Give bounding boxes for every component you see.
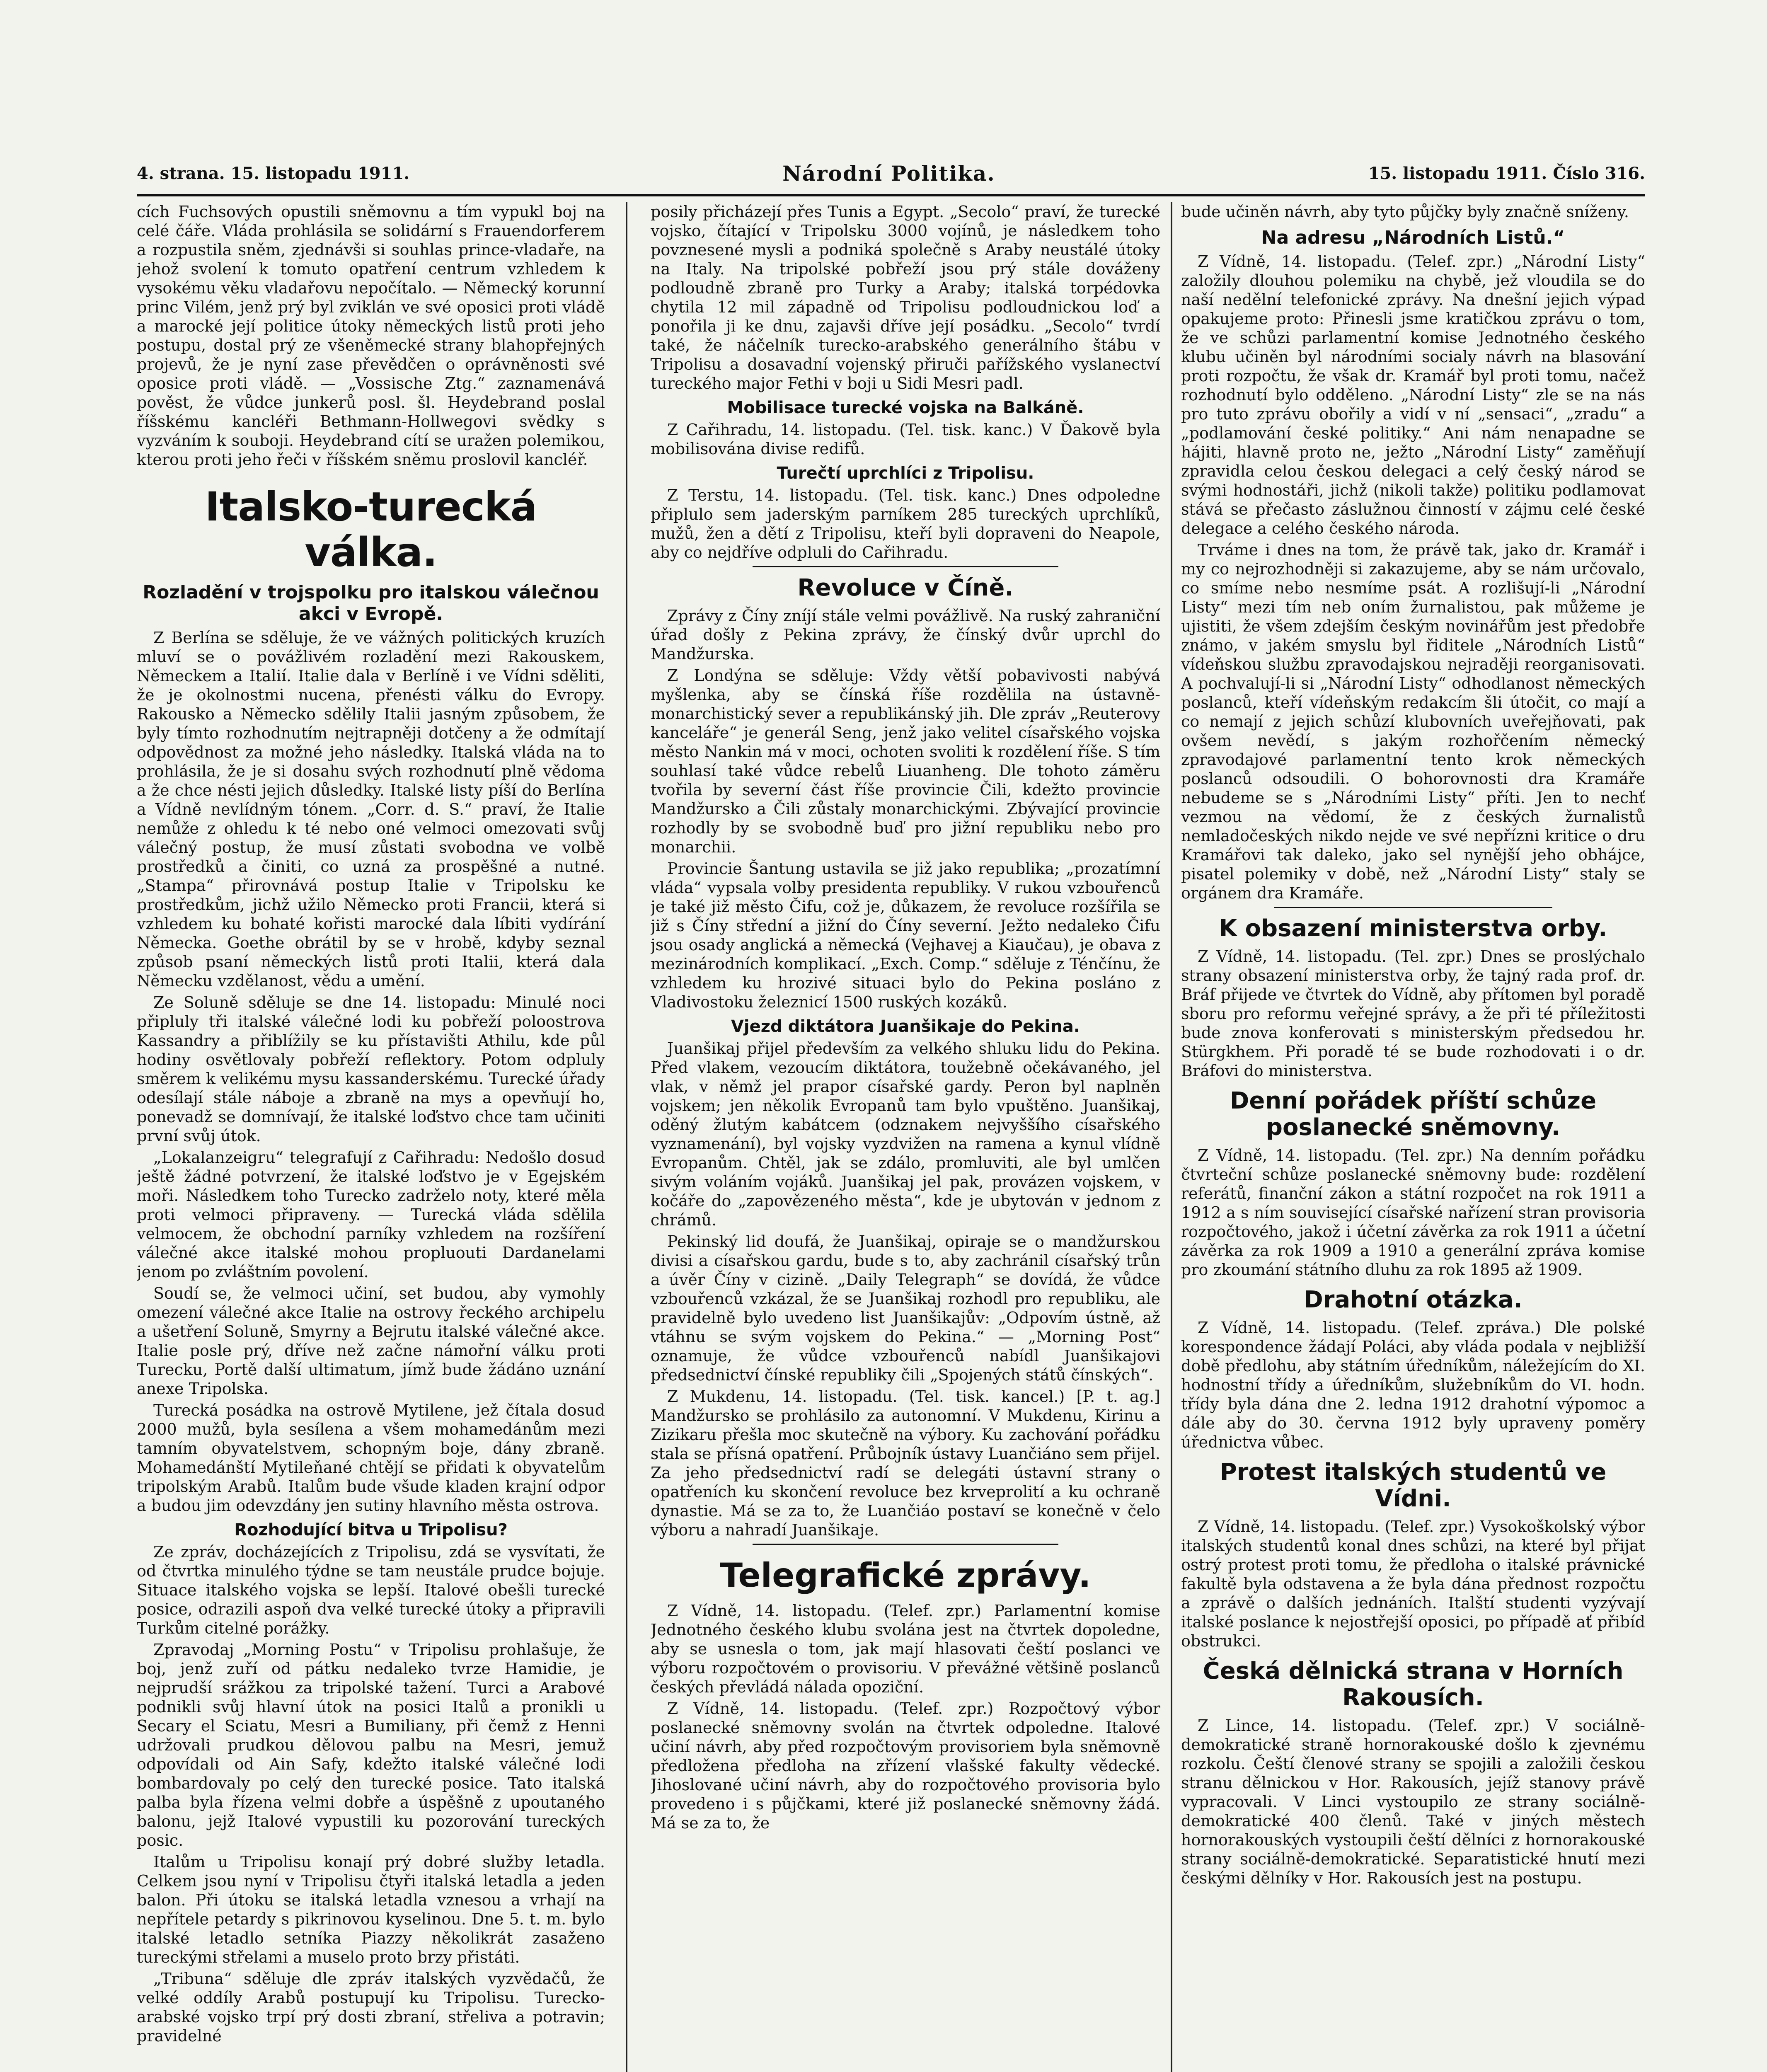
article-text: Z Londýna se sděluje: Vždy větší pobavivosti nabývá myšlenka, aby se čínská říše rozdělila na ústavně-monarchistický sever a republikánský jih. Dle zpráv „Reuterovy kanceláře“ je generál Seng, jenž jako velitel císařského vojska město Nankin má v moci, ochoten svoliti k rozdělení říše. S tím souhlasí také vůdce rebelů Liuanheng. Dle tohoto záměru tvořila by severní část říše provincie Čili, kdežto provincie Mandžursko a Čili zůstaly monarchickými. Zbývající provincie rozhodly by se svobodně buď pro jižní republiku nebo pro monarchii. xyxy=(651,666,1160,856)
header-right: 15. listopadu 1911. Číslo 316. xyxy=(1368,163,1645,183)
article-text: Ze zpráv, docházejících z Tripolisu, zdá se vysvítati, že od čtvrtka minulého týdne se tam neustále prudce bojuje. Situace italského vojska se lepší. Italové obešli turecké posice, odrazili aspoň dva velké turecké útoky a připravili Turkům citelné porážky. xyxy=(137,1543,605,1637)
article-text: Z Cařihradu, 14. listopadu. (Tel. tisk. kanc.) V Ďakově byla mobilisována divise redifů. xyxy=(651,421,1160,458)
article-text: Italům u Tripolisu konají prý dobré služby letadla. Celkem jsou nyní v Tripolisu čtyři italská letadla a jeden balon. Při útoku se italská letadla vznesou a vrhají na nepřítele petardy s pikrinovou kyselinou. Dne 5. t. m. bylo italské letadlo setníka Piazzy několikrát zasaženo tureckými střelami a muselo proto brzy přistáti. xyxy=(137,1853,605,1966)
headline-workers-party: Česká dělnická strana v Horních Rakousích. xyxy=(1203,1658,1624,1711)
article-text: posily přicházejí přes Tunis a Egypt. „Secolo“ praví, že turecké vojsko, čítající v Tripolsku 3000 vojínů, je následkem toho povznesené mysli a podniká společně s Araby neustálé útoky na Italy. Na tripolské pobřeží jsou prý stále dováženy podloudně zbraně pro Turky a Araby; italská torpédovka chytila 12 mil západně od Tripolisu podloudnickou loď a ponořila ji ke dnu, zajavši dříve její posádku. „Secolo“ tvrdí také, že náčelník turecko-arabského generálního štábu v Tripolisu a dosavadní vojenský přiruči pařížského vyslanectví tureckého major Fethi v boji u Sidi Mesri padl. xyxy=(651,203,1160,392)
article-text: Z Berlína se sděluje, že ve vážných politických kruzích mluví se o povážlivém rozladění mezi Rakouskem, Německem a Italií. Italie dala v Berlíně i ve Vídni sděliti, že je okolnostmi nucena, přenésti válku do Evropy. Rakousko a Německo sdělily Italii jasným způsobem, že byly tímto rozhodnutím nejtrapněji dotčeny a že odmítají odpovědnost za možné jeho následky. Italská vláda na to prohlásila, že je si dosahu svých rozhodnutí plně vědoma a že chce nésti jejich důsledky. Italské listy píší do Berlína a Vídně nevlídným tónem. „Corr. d. S.“ praví, že Italie nemůže z ohledu k té nebo oné velmoci omezovati svůj válečný postup, že musí zůstati svobodna ve volbě prostředků a činiti, co uzná za prospěšné a nutné. „Stampa“ přirovnává postup Italie v Tripolsku ke prostředkům, jichž užilo Německo proti Francii, která si vzhledem ku bohaté kořisti marocké dala líbiti vydírání Německa. Goethe obrátil by se v hrobě, kdyby seznal způsob psaní německých listů proti Italii, která dala Německu vzdělanost, vědu a umění. xyxy=(137,629,605,990)
article-text: cích Fuchsových opustili sněmovnu a tím vypukl boj na celé čáře. Vláda prohlásila se solidární s Frauendorferem a rozpustila sněm, zjednávši si souhlas prince-vladaře, na jehož svolení k tomuto opatření centrum vzhledem k vysokému věku vladařovu nepočítalo. — Německý korunní princ Vilém, jenž prý byl zviklán ve své oposici proti vládě a marocké její politice útoky německých listů proti jeho postupu, dostal prý ze všeněmecké strany blahopřejných projevů, že je nyní zase převědčen o oprávněnosti své oposice proti vládě. — „Vossische Ztg.“ zaznamenává pověst, že vůdce junkerů posl. šl. Heydebrand poslal říšskému kancléři Bethmann-Hollwegovi svědky s vyzváním k souboji. Heydebrand cítí se uražen polemikou, kterou proti jeho řeči v říšském sněmu proslovil kancléř. xyxy=(137,203,605,469)
subheadline: Rozladění v trojspolku pro italskou válečnou akci v Evropě. xyxy=(143,582,599,625)
article-text: Z Terstu, 14. listopadu. (Tel. tisk. kanc.) Dnes odpoledne připlulo sem jaderským parníkem 285 tureckých uprchlíků, mužů, žen a dětí z Tripolisu, kteří byli dopraveni do Neapole, aby co nejdříve odpluli do Cařihradu. xyxy=(651,486,1160,562)
article-text: Z Vídně, 14. listopadu. (Tel. zpr.) Dnes se proslýchalo strany obsazení ministerstva orby, že tajný rada prof. dr. Bráf přijede ve čtvrtek do Vídně, aby přítomen byl poradě sboru pro reformu veřejné správy, a že při té příležitosti bude znova konferovati s ministerským předsedou hr. Stürgkhem. Při poradě té se bude rozhodovati i o dr. Bráfovi do ministerstva. xyxy=(1181,947,1645,1080)
article-text: Z Vídně, 14. listopadu. (Telef. zpr.) Rozpočtový výbor poslanecké sněmovny svolán na čtvrtek odpoledne. Italové učiní návrh, aby před rozpočtovým provisoriem byla sněmovně předložena předloha na zřízení vlašské fakulty vědecké. Jihoslované učiní návrh, aby do rozpočtového provisoria bylo provedeno i s půjčkami, které již poslanecké sněmovny žádá. Má se za to, že xyxy=(651,1699,1160,1832)
article-text: Z Vídně, 14. listopadu. (Telef. zpr.) „Národní Listy“ založily dlouhou polemiku na chybě, jež vloudila se do naší nedělní telefonické zprávy. Na dnešní jejich výpad opakujeme proto: Přinesli jsme kratičkou zprávu o tom, že ve schůzi parlamentní komise Jednotného českého klubu učiněn byl národními socialy návrh na blasování proti rozpočtu, že však dr. Kramář byl proti tomu, načež rozhodnutí bylo odděleno. „Národní Listy“ zle se na nás pro tuto zprávu obořily a vidí v ní „sensaci“, „zradu“ a „podlamování české politiky.“ Ani nám nenapadne se hájiti, hlavně proto ne, ježto „Národní Listy“ zaměňují zpravidla celou českou delegaci a celý český národ se svými hodnostáři, jichž (nikoli takže) politiku podlamovat stává se přečasto záslužnou činností v zájmu celé české delegace a celého českého národa. xyxy=(1181,252,1645,537)
headline-agenda: Denní pořádek příští schůze poslanecké sněmovny. xyxy=(1230,1087,1597,1141)
subheadline: Turečtí uprchlíci z Tripolisu. xyxy=(777,464,1034,483)
headline-revolution-china: Revoluce v Číně. xyxy=(797,574,1014,601)
page-header xyxy=(137,157,1645,190)
headline-italo-turkish-war: Italsko-turecká válka. xyxy=(205,484,537,576)
article-text: Z Vídně, 14. listopadu. (Telef. zpr.) Vysokoškolský výbor italských studentů konal dnes schůzi, na které byl přijat ostrý protest proti tomu, že předloha o italské právnické fakultě byla odstavena a že byla dána přednost rozpočtu a zprávě o dalších jednáních. Italští studenti vyzývají italské poslance k nejostřejší oposici, po případě ať přibíd obstrukci. xyxy=(1181,1518,1645,1650)
column-1 xyxy=(137,202,605,2072)
article-text: Provincie Šantung ustavila se již jako republika; „prozatímní vláda“ vypsala volby presidenta republiky. V rukou vzbouřenců je také již město Čifu, což je, důkazem, že revoluce rozšířila se již s Číny střední a jižní do Číny severní. Ježto nedaleko Čifu jsou osady anglická a německá (Vejhavej a Kiaučau), je obava z mezinárodních komplikací. „Exch. Comp.“ sděluje z Ténčínu, že vzhledem ku hrozivé situaci bylo do Pekina posláno z Vladivostoku železnicí 1500 ruských kozáků. xyxy=(651,859,1160,1011)
article-text: Soudí se, že velmoci učiní, set budou, aby vymohly omezení válečné akce Italie na ostrovy řeckého archipelu a ušetření Soluně, Smyrny a Bejrutu italské válečné akce. Italie posle prý, dříve než začne námořní válku proti Turecku, Portě další ultimatum, jímž bude žádáno uznání anexe Tripolska. xyxy=(137,1284,605,1398)
article-text: Juanšikaj přijel především za velkého shluku lidu do Pekina. Před vlakem, vezoucím diktátora, toužebně očekávaného, jel vlak, v němž jel prapor císařské gardy. Peron byl naplněn vojskem; jen několik Evropanů tam bylo vpuštěno. Juanšikaj, oděný žlutým kabátcem (odznakem nejvyššího císařského vyznamenání), byl vojsky vyzdvižen na ramena a kynul vlídně Evropanům. Chtěl, jak se zdálo, promluviti, ale byl umlčen sivým voláním vojáků. Juanšikaj jel pak, provázen vojskem, v kočáře do „zapovězeného města“, kde je ubytován v jednom z chrámů. xyxy=(651,1039,1160,1229)
article-text: Ze Soluně sděluje se dne 14. listopadu: Minulé noci připluly tři italské válečné lodi ku pobřeží poloostrova Kassandry a přiblížily se ku přístavišti Athilu, kde půl hodiny osvětlovaly pobřeží reflektory. Potom odpluly směrem k velikému mysu kassanderskému. Turecké úřady odesílají stále náboje a zbraně na mys a opevňují ho, ponevadž se domnívají, že italské loďstvo chce tam učiniti první svůj útok. xyxy=(137,993,605,1145)
column-divider xyxy=(1171,202,1172,2072)
article-text: Z Vídně, 14. listopadu. (Telef. zpráva.) Dle polské korespondence žádají Poláci, aby vláda podala v nejbližší době předlohu, aby státním úředníkům, náležejícím do XI. hodnostní třídy a úředníkům, služebníkům do VI. hodn. třídy byla dána dne 2. ledna 1912 drahotní výpomoc a dále aby do 30. června 1912 byly upraveny poměry úřednictva vůbec. xyxy=(1181,1319,1645,1451)
article-text: Zprávy z Číny zníjí stále velmi povážlivě. Na ruský zahraniční úřad došly z Pekina zprávy, že čínský dvůr uprchl do Mandžurska. xyxy=(651,607,1160,663)
subheadline: Vjezd diktátora Juanšikaje do Pekina. xyxy=(731,1017,1080,1036)
subheadline: Mobilisace turecké vojska na Balkáně. xyxy=(727,398,1084,417)
section-rule xyxy=(753,1544,1058,1545)
header-left: 4. strana. 15. listopadu 1911. xyxy=(137,163,410,183)
headline-students-protest: Protest italských studentů ve Vídni. xyxy=(1220,1459,1607,1512)
article-text: Z Mukdenu, 14. listopadu. (Tel. tisk. kancel.) [P. t. ag.] Mandžursko se prohlásilo za autonomní. V Mukdenu, Kirinu a Zizikaru přešla moc skutečně na výbory. Ku zachování pořádku stala se přísná opatření. Průbojník ústavy Luančiáno sem přijel. Za jeho předsednictví radí se delegáti ústavní strany o opatřeních ku skončení revoluce bez krveprolití a ku ochraně dynastie. Má se za to, že Luančiáo postaví se konečně v čelo výboru a nahradí Juanšikaje. xyxy=(651,1387,1160,1539)
masthead: Národní Politika. xyxy=(782,161,995,186)
article-text: Turecká posádka na ostrově Mytilene, jež čítala dosud 2000 mužů, byla sesílena a všem mohamedánům mezi tamním obyvatelstvem, schopným boje, dány zbraně. Mohamedánští Mytileňané chtějí se přidati k obyvatelům tripolským Arabů. Italům bude všude kladen krajní odpor a budou jim odevzdány jen sutiny hlavního města ostrova. xyxy=(137,1401,605,1515)
column-2 xyxy=(651,202,1160,2072)
headline-telegraphic-news: Telegrafické zprávy. xyxy=(720,1556,1091,1595)
headline-prices: Drahotní otázka. xyxy=(1304,1286,1523,1313)
article-text: „Lokalanzeigru“ telegrafují z Cařihradu: Nedošlo dosud ještě žádné potvrzení, že italské loďstvo je v Egejském moři. Následkem toho Turecko zadrželo noty, které měla proti velmoci připraveny. — Turecká vláda sdělila velmocem, že obchodní parníky vzhledem na rozšíření válečné akce italské mohou propluouti Dardanelami jenom po zvláštním povolení. xyxy=(137,1148,605,1281)
header-rule xyxy=(137,194,1645,196)
column-3 xyxy=(1181,202,1645,2072)
section-rule xyxy=(1274,907,1552,908)
article-text: Trváme i dnes na tom, že právě tak, jako dr. Kramář i my co nejrozhodněji si zakazujeme, aby se nám určovalo, co smíme nebo nesmíme psát. A rozlišují-li „Národní Listy“ mezi tím neb oním žurnalistou, pak můžeme je ujistiti, že všem zdejším českým novinářům jest předobře známo, v jakém smyslu byl řiditele „Národních Listů“ vídeňskou službu zpravodajskou nejraději reorganisovati. A pochvalují-li si „Národní Listy“ odhodlanost německých poslanců, kteří vídeňským redakcím šli útočit, co mají a co nemají z jejich schůzí klubovních uveřejňovati, pak ovšem nevědí, s jakým rozhořčením německý zpravodajové parlamentní tento krok německých poslanců odsoudili. O bohorovnosti dra Kramáře nebudeme se s „Národními Listy“ příti. Jen to nechť vezmou na vědomí, že z českých žurnalistů nemladočeských nikdo nejde ve své nepřízni kritice o dru Kramářovi tak daleko, jako sel nynější jeho obhájce, pisatel polemiky v době, než „Národní Listy“ staly se orgánem dra Kramáře. xyxy=(1181,541,1645,902)
section-rule xyxy=(753,566,1058,567)
article-text: Z Vídně, 14. listopadu. (Tel. zpr.) Na denním pořádku čtvrteční schůze poslanecké sněmovny bude: rozdělení referátů, finanční zákon a státní rozpočet na rok 1911 a 1912 a s ním související císařské nařízení stran provisoria rozpočtového, jakož i účetní závěrka za rok 1911 a účetní závěrka za rok 1909 a 1910 a generální zpráva komise pro zkoumání státního dluhu za rok 1895 až 1909. xyxy=(1181,1146,1645,1279)
column-divider xyxy=(626,202,627,2072)
article-text: Z Lince, 14. listopadu. (Telef. zpr.) V sociálně-demokratické straně hornorakouské došlo k zjevnému rozkolu. Čeští členové strany se spojili a založili českou stranu dělnickou v Hor. Rakousích, jejíž stanovy právě vypracovali. V Linci vystoupilo ze strany sociálně-demokratické 400 členů. Také v jiných městech hornorakouských vystoupili čeští dělníci z hornorakouské strany sociálně-demokratické. Separatistické hnutí mezi českými dělníky v Hor. Rakousích jest na postupu. xyxy=(1181,1716,1645,1887)
headline-ministry: K obsazení ministerstva orby. xyxy=(1219,915,1607,942)
article-text: „Tribuna“ sděluje dle zpráv italských vyzvědačů, že velké oddíly Arabů postupují ku Tripolisu. Turecko-arabské vojsko trpí prý dosti zbraní, střeliva a potravin; pravidelné xyxy=(137,1970,605,2045)
article-text: Z Vídně, 14. listopadu. (Telef. zpr.) Parlamentní komise Jednotného českého klubu svolána jest na čtvrtek dopoledne, aby se usnesla o tom, jak mají hlasovati čeští poslanci ve výboru rozpočtovém o provisoriu. V převážné většině poslanců českých převládá nálada opoziční. xyxy=(651,1602,1160,1696)
subheadline: Na adresu „Národních Listů.“ xyxy=(1261,227,1565,248)
subheadline: Rozhodující bitva u Tripolisu? xyxy=(234,1520,508,1539)
article-text: Pekinský lid doufá, že Juanšikaj, opiraje se o mandžurskou divisi a císařskou gardu, bude s to, aby zachránil císařský trůn a úvěr Číny v cizině. „Daily Telegraph“ se dovídá, že vůdce vzbouřenců vzkázal, že se Juanšikaj rozhodl pro republiku, ale pravidelně bylo uvedeno list Juanšikajův: „Odpovím ústně, až vtáhnu se svým vojskem do Pekina.“ — „Morning Post“ oznamuje, že vůdce vzbouřenců nabídl Juanšikajovi předsednictví čínské republiky čili „Spojených států čínských“. xyxy=(651,1232,1160,1384)
article-text: bude učiněn návrh, aby tyto půjčky byly značně sníženy. xyxy=(1181,203,1629,221)
article-text: Zpravodaj „Morning Postu“ v Tripolisu prohlašuje, že boj, jenž zuří od pátku nedaleko tvrze Hamidie, je nejprudší srážkou za tripolské tažení. Turci a Arabové podnikli svůj hlavní útok na posici Italů a pronikli u Secary el Sciatu, Mesri a Bumiliany, při čemž z Henni udržovali prudkou dělovou palbu na Mesri, jemuž odpovídali od Ain Safy, kdežto italské válečné lodi bombardovaly po celý den turecké posice. Tato italská palba byla řízena velmi dobře a úspěšně z upoutaného balonu, jejž Italové vypustili ku pozorování tureckých posic. xyxy=(137,1641,605,1849)
